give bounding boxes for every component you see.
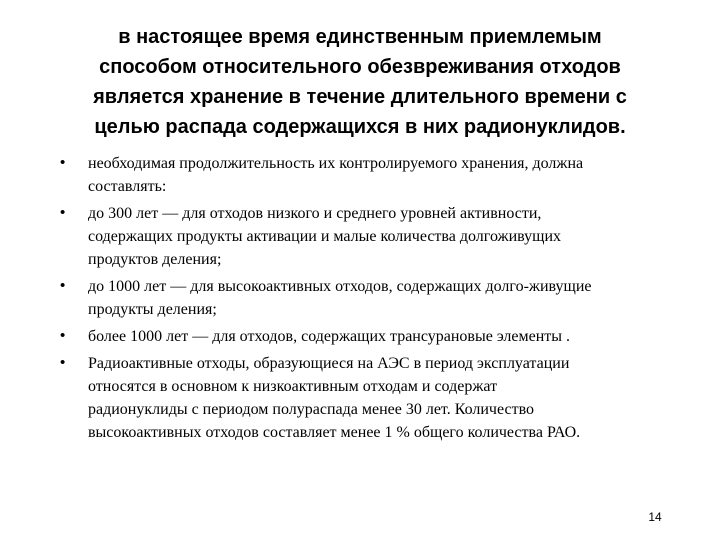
bullet-list xyxy=(60,152,660,448)
slide-title-line: в настоящее время единственным приемлемым xyxy=(118,26,602,48)
bullet-text xyxy=(88,152,660,198)
bullet-dot-icon: • xyxy=(60,327,66,344)
bullet-text xyxy=(88,352,660,444)
bullet-text-line: продуктов деления; xyxy=(88,251,222,268)
bullet-text-line: продукты деления; xyxy=(88,301,217,318)
slide-title-line: является хранение в течение длительного времени с xyxy=(93,86,627,108)
bullet-item xyxy=(60,325,660,348)
slide-title xyxy=(52,22,668,142)
slide-title-line: способом относительного обезвреживания отходов xyxy=(99,56,621,78)
bullet-dot-icon: • xyxy=(60,204,66,221)
bullet-text-line: составлять: xyxy=(88,178,167,195)
bullet-text-line: относятся в основном к низкоактивным отходам и содержат xyxy=(88,378,498,395)
bullet-item xyxy=(60,202,660,271)
bullet-text-line: до 1000 лет — для высокоактивных отходов, содержащих долго-живущие xyxy=(88,278,592,295)
bullet-item xyxy=(60,152,660,198)
bullet-text-line: радионуклиды с периодом полураспада менее 30 лет. Количество xyxy=(88,401,535,418)
bullet-text xyxy=(88,325,660,348)
bullet-dot-icon: • xyxy=(60,154,66,171)
bullet-text xyxy=(88,202,660,271)
bullet-item xyxy=(60,275,660,321)
bullet-text-line: Радиоактивные отходы, образующиеся на АЭС в период эксплуатации xyxy=(88,355,570,372)
page-number: 14 xyxy=(648,510,662,524)
bullet-text-line: до 300 лет — для отходов низкого и среднего уровней активности, xyxy=(88,205,542,222)
bullet-dot-icon: • xyxy=(60,277,66,294)
bullet-dot-icon: • xyxy=(60,354,66,371)
bullet-text-line: высокоактивных отходов составляет менее 1 % общего количества РАО. xyxy=(88,424,581,441)
bullet-text xyxy=(88,275,660,321)
bullet-text-line: необходимая продолжительность их контролируемого хранения, должна xyxy=(88,155,584,172)
bullet-item xyxy=(60,352,660,444)
bullet-text-line: более 1000 лет — для отходов, содержащих трансурановые элементы . xyxy=(88,328,571,345)
bullet-text-line: содержащих продукты активации и малые количества долгоживущих xyxy=(88,228,562,245)
slide-title-line: целью распада содержащихся в них радионуклидов. xyxy=(94,116,626,138)
